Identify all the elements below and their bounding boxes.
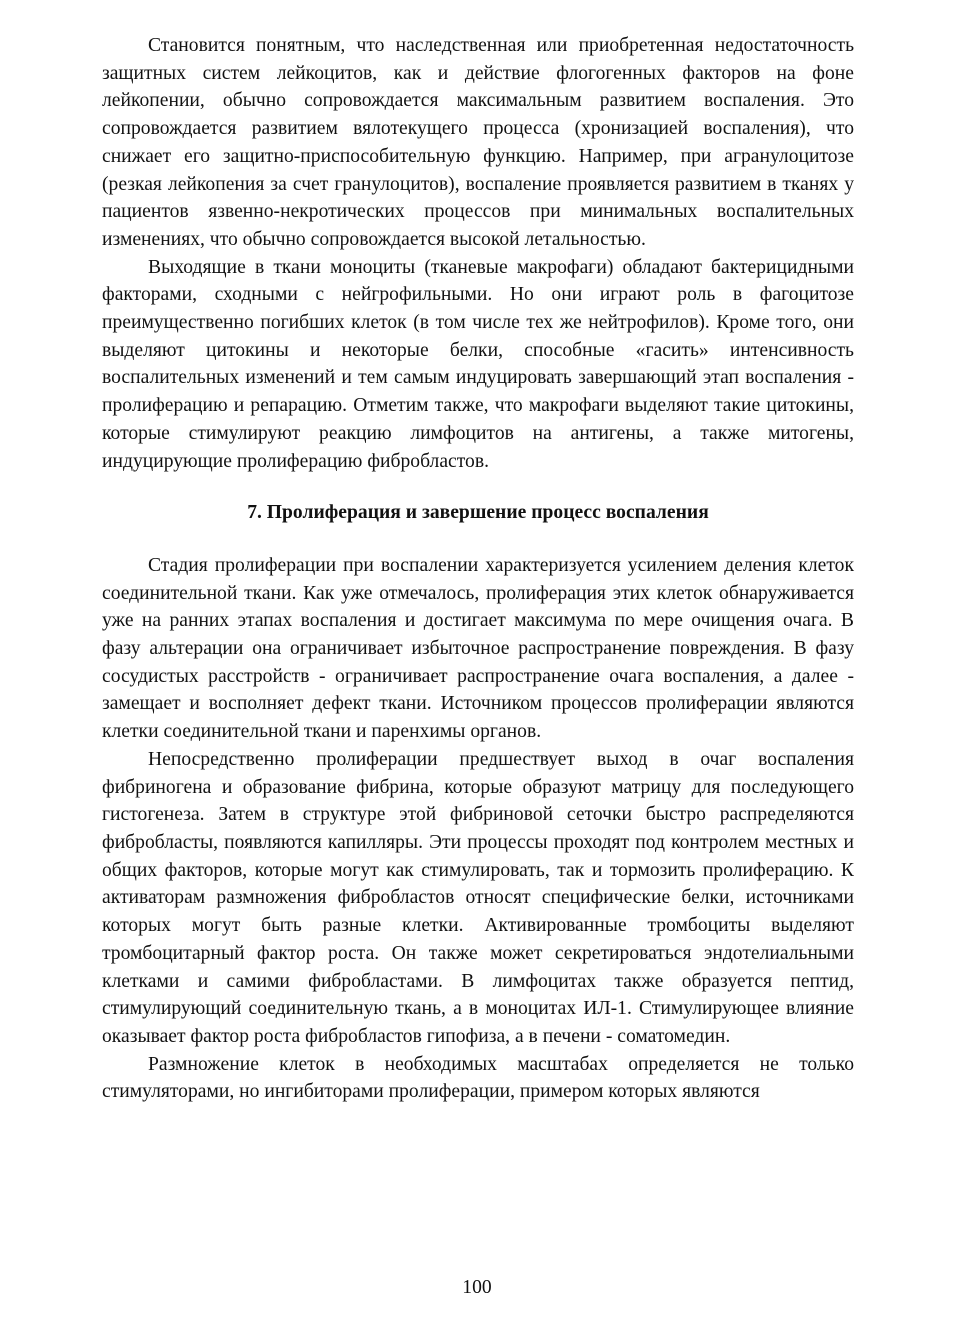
section-heading: 7. Пролиферация и завершение процесс воспаления xyxy=(247,502,709,524)
paragraph-body: Выходящие в ткани моноциты (тканевые макрофаги) обладают бактерицидными факторами, сходными с нейгрофильными. Но они играют роль в фагоцитозе преимущественно погибших клеток (в том числе тех же нейтрофилов). Кроме того, они выделяют цитокины и некоторые белки, способные «гасить» интенсивность воспалительных изменений и тем самым индуцировать завершающий этап воспаления - пролиферацию и репарацию. Отметим также, что макрофаги выделяют такие цитокины, которые стимулируют реакцию лимфоцитов на антигены, а также митогены, индуцирующие пролиферацию фибробластов. xyxy=(102,256,854,472)
paragraph-body: Стадия пролиферации при воспалении характеризуется усилением деления клеток соединительной ткани. Как уже отмечалось, пролиферация этих клеток обнаруживается уже на ранних этапах воспаления и достигает максимума по мере очищения очага. В фазу альтерации она ограничивает избыточное распространение повреждения. В фазу сосудистых расстройств - ограничивает распространение очага воспаления, а далее - замещает и восполняет дефект ткани. Источником процессов пролиферации являются клетки соединительной ткани и паренхимы органов. xyxy=(102,554,854,743)
document-page xyxy=(102,32,854,1106)
page-number: 100 xyxy=(462,1277,492,1298)
paragraph-body: Размножение клеток в необходимых масштабах определяется не только стимуляторами, но ингибиторами пролиферации, примером которых являются xyxy=(102,1053,854,1103)
paragraph-body: Непосредственно пролиферации предшествует выход в очаг воспаления фибриногена и образование фибрина, которые образуют матрицу для последующего гистогенеза. Затем в структуре этой фибриновой сеточки быстро распределяются фибробласты, появляются капилляры. Эти процессы проходят под контролем местных и общих факторов, которые могут как стимулировать, так и тормозить пролиферацию. К активаторам размножения фибробластов относят специфические белки, источниками которых могут быть разные клетки. Активированные тромбоциты выделяют тромбоцитарный фактор роста. Он также может секретироваться эндотелиальными клетками и самими фибробластами. В лимфоцитах также образуется пептид, стимулирующий соединительную ткань, а в моноцитах ИЛ-1. Стимулирующее влияние оказывает фактор роста фибробластов гипофиза, а в печени - соматомедин. xyxy=(102,748,854,1047)
paragraph-body: Становится понятным, что наследственная или приобретенная недостаточность защитных систем лейкоцитов, как и действие флогогенных факторов на фоне лейкопении, обычно сопровождается максимальным развитием воспаления. Это сопровождается развитием вялотекущего процесса (хронизацией воспаления), что снижает его защитно-приспособительную функцию. Например, при агранулоцитозе (резкая лейкопения за счет гранулоцитов), воспаление проявляется развитием в тканях у пациентов язвенно-некротических процессов при минимальных воспалительных изменениях, что обычно сопровождается высокой летальностью. xyxy=(102,35,854,250)
